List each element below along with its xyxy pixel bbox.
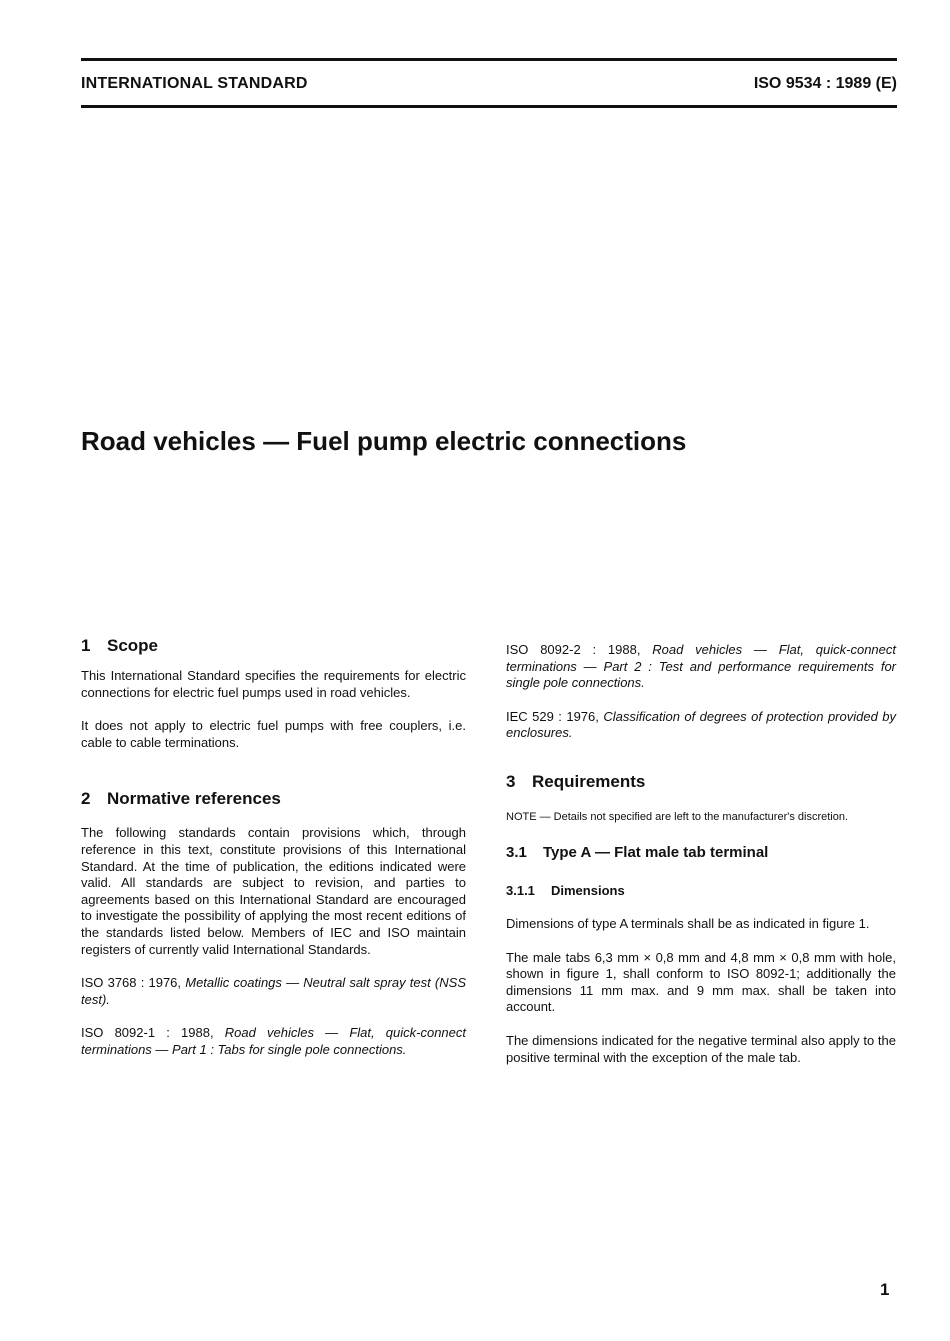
dimensions-paragraph: The dimensions indicated for the negative terminal also apply to the positive terminal with the exception of the male tab. bbox=[506, 1032, 896, 1065]
header-doc-id: ISO 9534 : 1989 (E) bbox=[753, 75, 897, 92]
section-title: Scope bbox=[107, 636, 159, 655]
reference-code: IEC 529 : 1976, bbox=[506, 708, 599, 724]
reference-title: Road vehicles — Flat, quick-connect terminations — Part 2 : Test and performance requirements for single pole connections. bbox=[506, 642, 896, 691]
reference-item bbox=[506, 642, 896, 692]
scope-paragraph: It does not apply to electric fuel pumps with free couplers, i.e. cable to cable terminations. bbox=[81, 718, 466, 750]
reference-item bbox=[506, 709, 896, 742]
dimensions-paragraph: Dimensions of type A terminals shall be as indicated in figure 1. bbox=[506, 915, 870, 931]
subsection-title: Type A — Flat male tab terminal bbox=[543, 843, 769, 861]
reference-title: Metallic coatings — Neutral salt spray test (NSS test). bbox=[81, 975, 466, 1007]
section-2-heading bbox=[81, 789, 466, 809]
page-number: 1 bbox=[880, 1280, 890, 1299]
reference-code: ISO 8092-2 : 1988, bbox=[506, 642, 641, 657]
reference-item bbox=[81, 975, 466, 1008]
section-number: 1 bbox=[81, 636, 91, 655]
page-title: Road vehicles — Fuel pump electric connections bbox=[81, 426, 687, 456]
left-column bbox=[81, 636, 466, 1059]
reference-code: ISO 8092-1 : 1988, bbox=[81, 1025, 214, 1041]
dimensions-paragraph: The male tabs 6,3 mm × 0,8 mm and 4,8 mm × 0,8 mm with hole, shown in figure 1, shall conform to ISO 8092-1; additionally the dimensions 11 mm max. and 9 mm max. shall be taken into account. bbox=[506, 949, 896, 1015]
section-3-heading bbox=[506, 772, 896, 792]
subsection-number: 3.1 bbox=[506, 843, 527, 861]
section-number: 3 bbox=[506, 771, 516, 791]
header-top-rule bbox=[81, 58, 897, 61]
references-intro: The following standards contain provisions which, through reference in this text, constitute provisions of this International Standard. At the time of publication, the editions indicated were valid. All standards are subject to revision, and parties to agreements based on this International Standard are encouraged to investigate the possibility of applying the most recent editions of the standards listed below. Members of IEC and ISO maintain registers of currently valid International Standards. bbox=[81, 825, 466, 957]
header-doc-type: INTERNATIONAL STANDARD bbox=[81, 75, 308, 92]
subsection-title: Dimensions bbox=[551, 882, 625, 898]
reference-title: Classification of degrees of protection provided by enclosures. bbox=[506, 708, 897, 741]
section-1-heading bbox=[81, 636, 466, 656]
section-title: Requirements bbox=[532, 771, 646, 791]
section-title: Normative references bbox=[107, 789, 281, 809]
subsection-3-1-heading bbox=[506, 844, 896, 861]
section-number: 2 bbox=[81, 789, 91, 809]
requirements-note: NOTE — Details not specified are left to the manufacturer's discretion. bbox=[506, 810, 849, 823]
scope-paragraph: This International Standard specifies the requirements for electric connections for electric fuel pumps used in road vehicles. bbox=[81, 668, 466, 700]
reference-code: ISO 3768 : 1976, bbox=[81, 975, 182, 991]
reference-title: Road vehicles — Flat, quick-connect terminations — Part 1 : Tabs for single pole connections. bbox=[81, 1025, 466, 1057]
subsection-3-1-1-heading bbox=[506, 883, 896, 898]
right-column bbox=[506, 642, 896, 1066]
reference-item bbox=[81, 1025, 466, 1058]
subsection-number: 3.1.1 bbox=[506, 882, 535, 898]
header-bottom-rule bbox=[81, 105, 897, 108]
